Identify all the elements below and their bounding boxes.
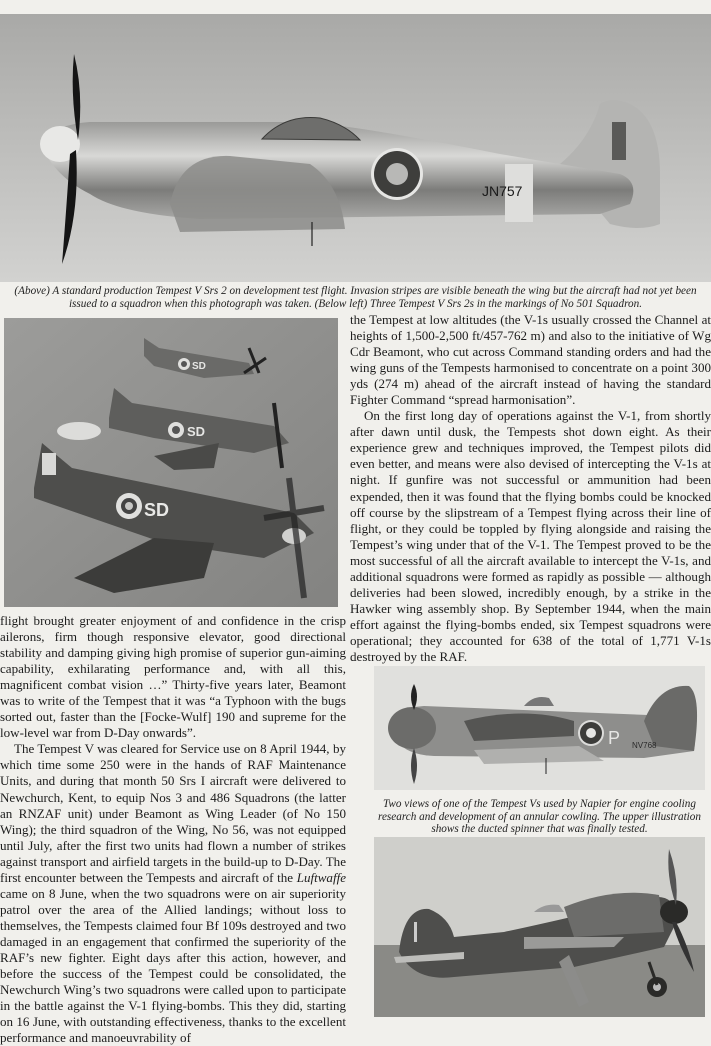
paragraph-text: came on 8 June, when the two squadrons were on air superiority patrol over the area of the Allied landings; without loss to themselves, the Tempests claimed four Bf 109s destroyed and two damaged in an engagement that confirmed the superiority of the RAF’s new fighter. Eight days after this action, however, and before the success of the Tempest could be consolidated, the Newchurch Wing’s two squadrons were called upon to participate in the battle against the V-1 flying-bombs. This they did, starting on 16 June, with outstanding effectiveness, thanks to the excellent performance and manoeuvrability of xyxy=(0,885,346,1046)
roundel-center xyxy=(586,728,596,738)
roundel-red xyxy=(386,163,408,185)
caption-napier-line-1: Two views of one of the Tempest Vs used by Napier for engine cooling xyxy=(383,798,696,810)
caption-top-line-1 xyxy=(2,285,709,298)
aircraft-code: P xyxy=(608,728,621,748)
caption-lead-below-left: (Below left) xyxy=(314,297,368,310)
photo-napier-tempest-flight xyxy=(374,666,705,790)
fin-flash xyxy=(42,453,56,475)
ducted-spinner xyxy=(388,707,436,749)
fin-flash xyxy=(612,122,626,160)
caption-lead-above: (Above) xyxy=(14,285,50,297)
paragraph: flight brought greater enjoyment of and confidence in the crisp ailerons, firm though responsive elevator, good directional stability and damping giving high promise of superior gun-aiming capability, exhilarating performance and, with all this, magnificent combat vision …” Thirty-five years later, Beamont was to write of the Tempest that it was “a Typhoon with the bugs sorted out, faster than the [Focke-Wulf] 190 and supreme for the low-level war from D-Day onwards”. xyxy=(0,613,346,741)
paragraph-text: The Tempest V was cleared for Service use on 8 April 1944, by which time some 250 were in the hands of RAF Maintenance Units, and during that month 50 Srs I aircraft were delivered to Newchurch, Kent, to equip Nos 3 and 486 Squadrons (the latter an RNZAF unit) under Beamont as Wing Leader (of No 150 Wing); the third squadron of the Wing, No 56, was not equipped until July, after the first two units had flown a number of strikes against transport and airfield targets in the build-up to D-Day. The first encounter between the Tempests and aircraft of the xyxy=(0,741,346,885)
caption-napier-line-2: research and development of an annular cowling. The upper illustration xyxy=(378,810,701,823)
article-column-left xyxy=(0,613,346,1046)
paragraph: the Tempest at low altitudes (the V-1s usually crossed the Channel at heights of 1,500-2,500 ft/457-762 m) and also to the initiative of Wg Cdr Beamont, who cut across Command standing orders and had the wing guns of the Tempests harmonised to concentrate on a point 300 yds (274 m) ahead of the aircraft instead of having the standard Fighter Command “spread harmonisation”. xyxy=(350,312,711,408)
fin-flash xyxy=(414,922,417,942)
squadron-code: SD xyxy=(144,500,170,520)
tempest-flight-illustration xyxy=(0,14,711,282)
formation-illustration xyxy=(4,318,338,607)
napier-ground-illustration xyxy=(374,837,705,1017)
caption-napier-photos xyxy=(368,798,711,836)
spinner xyxy=(660,900,688,924)
paragraph xyxy=(0,741,346,1046)
aircraft-serial: NV768 xyxy=(632,741,657,750)
paragraph: On the first long day of operations against the V-1, from shortly after dawn until dusk, the Tempests shot down eight. As their experience grew and techniques improved, the Tempest pilots did even better, and means were also devised of intercepting the V-1s at night. If gunfire was not successful or ammunition had been expended, then it was found that the flying bombs could be knocked off course by the slipstream of a Tempest flying across their line of flight, or they could be toppled by flying alongside and raising the Tempest’s wing under that of the V-1. The Tempest proved to be the most successful of all the aircraft available to intercept the V-1s, and additional squadrons were formed as rapidly as possible — although deliveries had been slowed, incredibly enough, by a strike in the Hawker wing assembly shop. By September 1944, when the main effort against the flying-bombs ended, six Tempest squadrons were operational; they accounted for 638 of the total of 1,771 V-1s destroyed by the RAF. xyxy=(350,408,711,664)
aircraft-serial: JN757 xyxy=(482,183,523,199)
photo-tempest-in-flight xyxy=(0,14,711,282)
squadron-code: SD xyxy=(187,424,206,439)
luftwaffe-italic: Luftwaffe xyxy=(296,869,346,885)
photo-napier-tempest-ground xyxy=(374,837,705,1017)
caption-napier-line-3: shows the ducted spinner that was finally tested. xyxy=(431,823,648,835)
article-column-right xyxy=(350,312,711,665)
caption-top-line-2 xyxy=(2,298,709,311)
photo-formation-501-squadron xyxy=(4,318,338,607)
squadron-code: SD xyxy=(192,361,206,372)
caption-top-text-2a: issued to a squadron when this photograph was taken. xyxy=(68,297,315,310)
caption-top-text-1: A standard production Tempest V Srs 2 on development test flight. Invasion stripes are visible beneath the wing but the aircraft had not yet been xyxy=(49,285,697,297)
caption-top-photo xyxy=(2,285,709,310)
cloud xyxy=(57,422,101,440)
caption-top-text-2b: Three Tempest V Srs 2s in the markings of No 501 Squadron. xyxy=(367,297,643,310)
napier-flight-illustration xyxy=(374,666,705,790)
